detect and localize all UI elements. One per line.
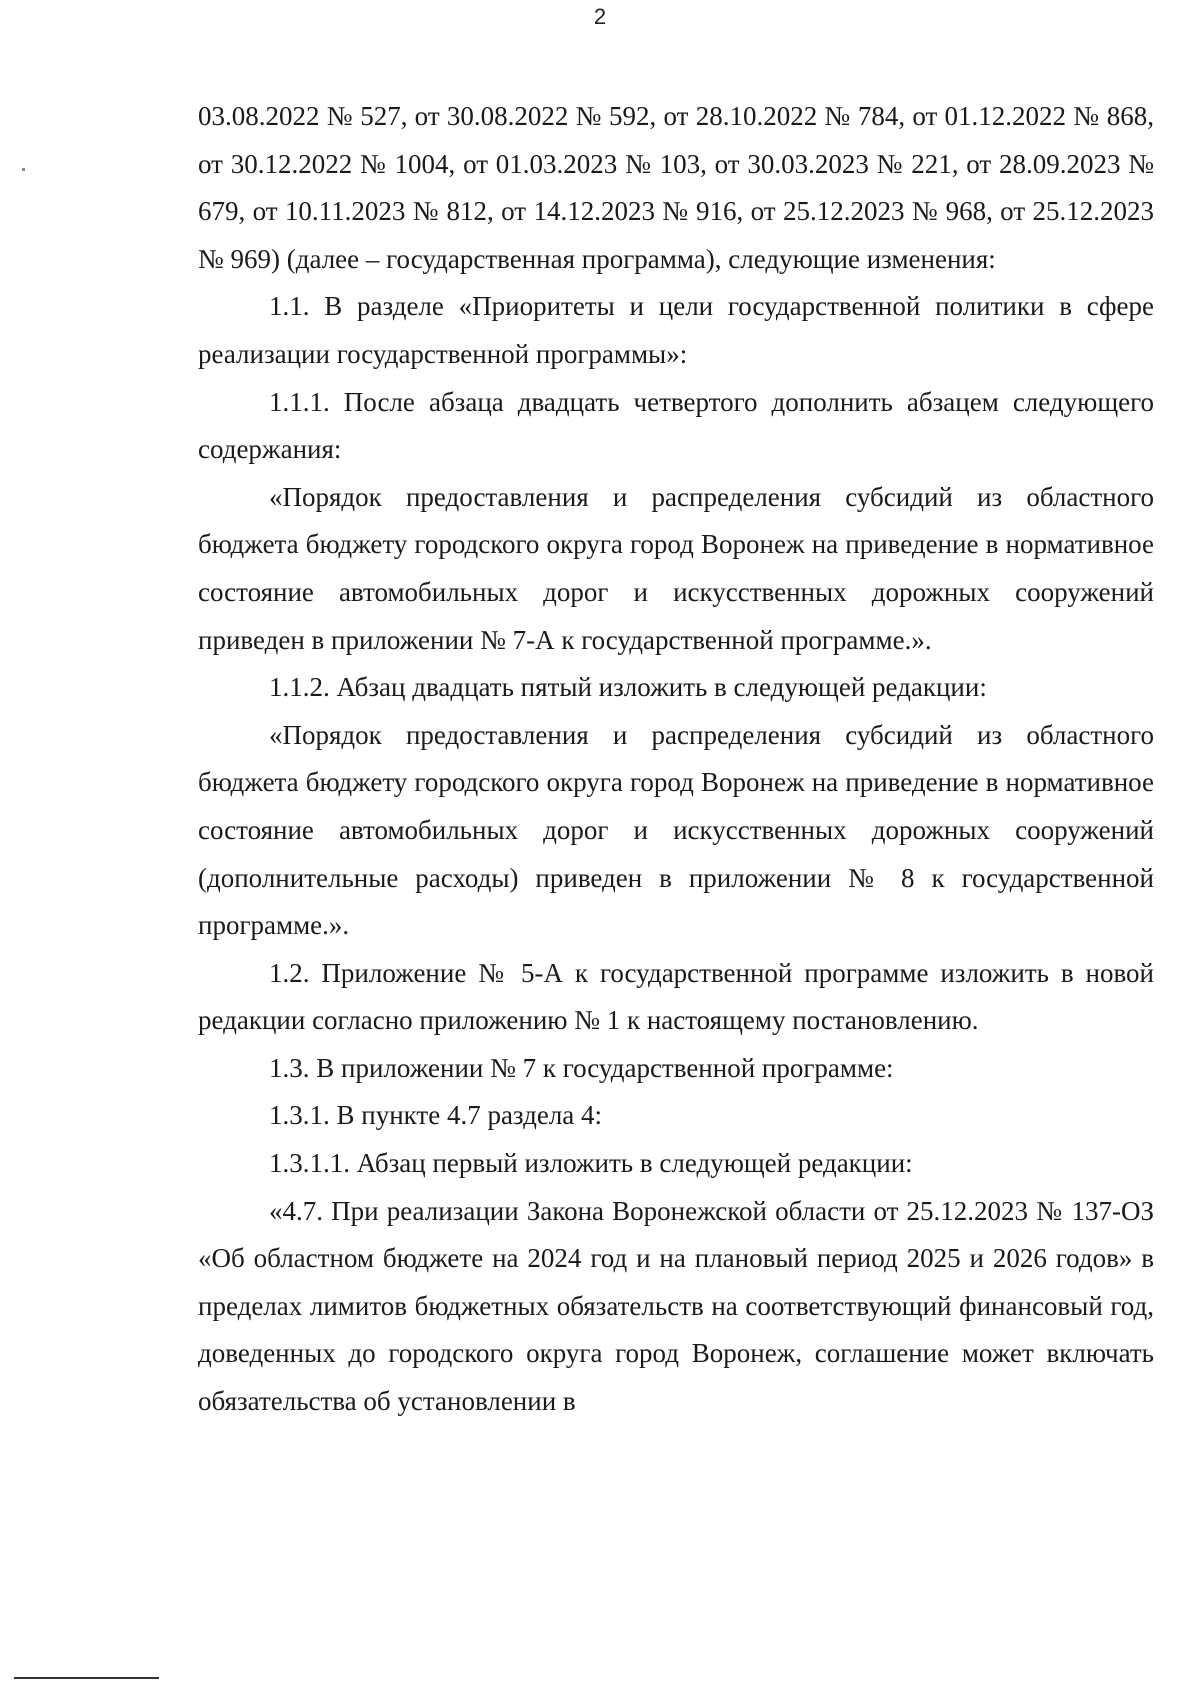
scan-artifact-dot (22, 168, 25, 171)
paragraph-section-1-2: 1.2. Приложение № 5-А к государственной программе изложить в новой редакции согласно приложению № 1 к настоящему постановлению. (198, 957, 1154, 1036)
paragraph-section-1-3-1: 1.3.1. В пункте 4.7 раздела 4: (269, 1100, 603, 1131)
paragraph-section-1-1: 1.1. В разделе «Приоритеты и цели государственной политики в сфере реализации государственной программы»: (198, 291, 1154, 369)
page-number: 2 (593, 4, 607, 29)
paragraph-section-1-1-2: 1.1.2. Абзац двадцать пятый изложить в следующей редакции: (269, 672, 987, 703)
paragraph-quote-order-7a: «Порядок предоставления и распределения субсидий из областного бюджета бюджету городского округа город Воронеж на приведение в нормативное состояние автомобильных дорог и искусственных дорожных сооружений приведен в приложении № 7-А к государственной программе.». (198, 481, 1154, 655)
document-body (198, 93, 1154, 1426)
footnote-divider (14, 1677, 159, 1679)
paragraph-quote-order-8: «Порядок предоставления и распределения субсидий из областного бюджета бюджету городского округа город Воронеж на приведение в нормативное состояние автомобильных дорог и искусственных дорожных сооружений (дополнительные расходы) приведен в приложении № 8 к государственной программе.». (198, 719, 1154, 941)
paragraph-section-1-1-1: 1.1.1. После абзаца двадцать четвертого дополнить абзацем следующего содержания: (198, 386, 1154, 465)
paragraph-section-1-3-1-1: 1.3.1.1. Абзац первый изложить в следующей редакции: (269, 1148, 913, 1179)
paragraph-continuation: 03.08.2022 № 527, от 30.08.2022 № 592, от 28.10.2022 № 784, от 01.12.2022 № 868, от 30.12.2022 № 1004, от 01.03.2023 № 103, от 30.03.2023 № 221, от 28.09.2023 № 679, от 10.11.2023 № 812, от 14.12.2023 № 916, от 25.12.2023 № 968, от 25.12.2023 № 969) (далее – государственная программа), следующие изменения: (198, 101, 1154, 274)
paragraph-quote-4-7: «4.7. При реализации Закона Воронежской области от 25.12.2023 № 137-ОЗ «Об областном бюджете на 2024 год и на плановый период 2025 и 2026 годов» в пределах лимитов бюджетных обязательств на соответствующий финансовый год, доведенных до городского округа город Воронеж, соглашение может включать обязательства об установлении в (198, 1195, 1154, 1417)
paragraph-section-1-3: 1.3. В приложении № 7 к государственной программе: (269, 1052, 894, 1083)
